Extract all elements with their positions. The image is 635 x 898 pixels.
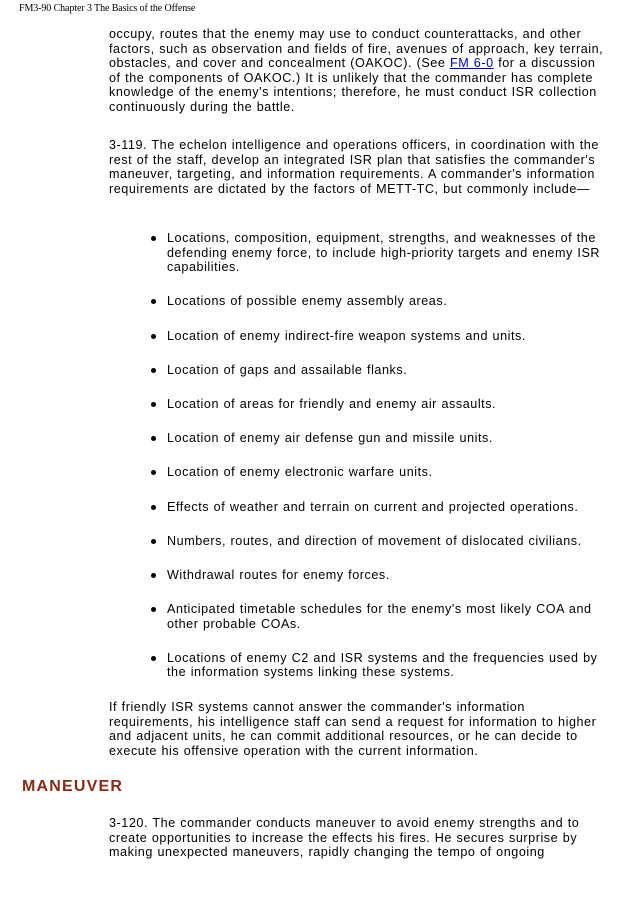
fm-6-0-link[interactable]: FM 6-0 — [449, 56, 494, 71]
information-requirements-list — [149, 231, 609, 700]
list-item-text: Locations of enemy C2 and ISR systems and the frequencies used by the information systems linking these systems. — [167, 650, 598, 680]
bullet-icon — [151, 656, 156, 661]
list-item-text: Location of enemy air defense gun and missile units. — [167, 431, 493, 446]
bullet-icon — [151, 539, 156, 544]
section-heading-maneuver: MANEUVER — [22, 778, 124, 795]
paragraph-text: If friendly ISR systems cannot answer the commander's information requirements, his intelligence staff can send a request for information to higher and adjacent units, he can commit additional resources, or he can decide to execute his offensive operation with the current information. — [109, 700, 597, 758]
bullet-icon — [151, 299, 156, 304]
bullet-icon — [151, 236, 156, 241]
list-item-text: Effects of weather and terrain on current and projected operations. — [167, 499, 579, 514]
list-item — [149, 397, 609, 412]
list-item-text: Locations, composition, equipment, strengths, and weaknesses of the defending enemy force, to include high-priority targets and enemy ISR capabilities. — [167, 231, 601, 275]
list-item — [149, 329, 609, 344]
list-item — [149, 500, 609, 515]
paragraph-3-120 — [109, 816, 609, 860]
running-header: FM3-90 Chapter 3 The Basics of the Offense — [19, 3, 196, 14]
paragraph-oakoc-continued — [109, 27, 609, 115]
list-item — [149, 534, 609, 549]
paragraph-if-friendly — [109, 700, 609, 758]
list-item — [149, 568, 609, 583]
bullet-icon — [151, 368, 156, 373]
list-item-text: Location of gaps and assailable flanks. — [167, 362, 408, 377]
list-item-text: Numbers, routes, and direction of movement of dislocated civilians. — [167, 533, 582, 548]
paragraph-text: 3-120. The commander conducts maneuver to avoid enemy strengths and to create opportunities to increase the effects his fires. He secures surprise by making unexpected maneuvers, rapidly changing the tempo of ongoing — [109, 816, 580, 860]
bullet-icon — [151, 505, 156, 510]
paragraph-text: for a discussion of the components of OAKOC.) It is unlikely that the commander has complete knowledge of the enemy's intentions; therefore, he must conduct ISR collection continuously during the battle. — [109, 56, 597, 114]
list-item-text: Locations of possible enemy assembly areas. — [167, 294, 448, 309]
list-item-text: Withdrawal routes for enemy forces. — [167, 567, 390, 582]
list-item — [149, 231, 609, 275]
list-item — [149, 363, 609, 378]
list-item-text: Location of enemy indirect-fire weapon systems and units. — [167, 328, 526, 343]
list-item — [149, 431, 609, 446]
list-item-text: Anticipated timetable schedules for the enemy's most likely COA and other probable COAs. — [167, 602, 592, 631]
list-item — [149, 294, 609, 309]
list-item — [149, 651, 609, 680]
list-item-text: Location of areas for friendly and enemy air assaults. — [167, 396, 497, 411]
bullet-icon — [151, 573, 156, 578]
paragraph-text: 3-119. The echelon intelligence and operations officers, in coordination with the rest of the staff, develop an integrated ISR plan that satisfies the commander's maneuver, targeting, and information requirements. A commander's information requirements are dictated by the factors of METT-TC, but commonly include— — [109, 138, 599, 196]
bullet-icon — [151, 470, 156, 475]
bullet-icon — [151, 402, 156, 407]
bullet-icon — [151, 607, 156, 612]
list-item — [149, 465, 609, 480]
bullet-icon — [151, 436, 156, 441]
bullet-icon — [151, 334, 156, 339]
list-item-text: Location of enemy electronic warfare units. — [167, 465, 433, 480]
paragraph-3-119 — [109, 138, 609, 196]
paragraph-text: occupy, routes that the enemy may use to conduct counterattacks, and other factors, such as observation and fields of fire, avenues of approach, key terrain, obstacles, and cover and concealment (OAKOC). (See — [109, 27, 604, 71]
list-item — [149, 602, 609, 631]
